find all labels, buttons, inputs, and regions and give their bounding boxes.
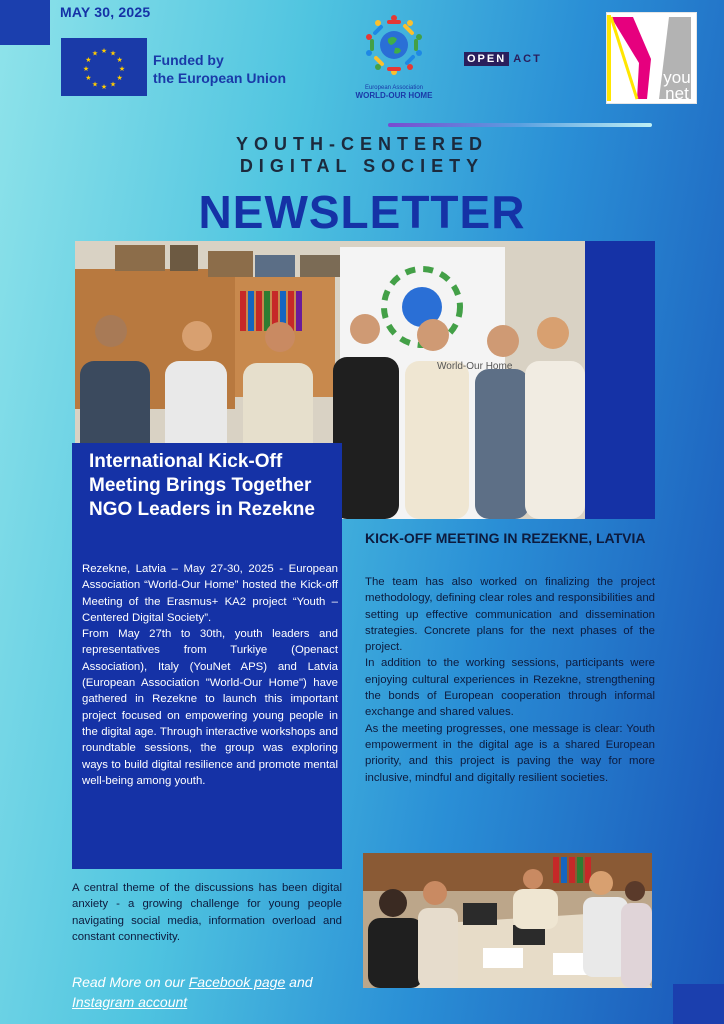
globe-people-icon xyxy=(359,12,429,78)
facebook-link[interactable]: Facebook page xyxy=(188,974,286,990)
svg-text:★: ★ xyxy=(109,49,117,58)
woh-logo-name: WORLD-OUR HOME xyxy=(355,91,433,100)
svg-text:★: ★ xyxy=(91,80,99,89)
digital-anxiety-paragraph: A central theme of the discussions has been digital anxiety - a growing challenge for young people navigating social media, information overload and constant connectivity. xyxy=(72,882,342,943)
svg-text:★: ★ xyxy=(116,56,123,64)
photo-banner-text: World-Our Home xyxy=(437,361,513,372)
svg-text:★: ★ xyxy=(85,74,92,82)
read-more-prefix: Read More on our xyxy=(72,974,189,990)
decorative-gradient-line xyxy=(388,123,652,127)
world-our-home-logo xyxy=(346,12,442,104)
svg-text:★: ★ xyxy=(85,56,92,64)
svg-text:★: ★ xyxy=(100,83,108,91)
svg-text:★: ★ xyxy=(100,47,108,55)
svg-text:★: ★ xyxy=(82,65,90,73)
openact-logo xyxy=(464,52,542,66)
article-headline: International Kick-Off Meeting Brings Together NGO Leaders in Rezekne xyxy=(89,451,315,520)
younet-logo-you: you xyxy=(663,68,691,87)
read-more-line xyxy=(72,972,352,1012)
woh-logo-caption: European Association xyxy=(364,85,424,91)
younet-logo-net: net xyxy=(665,84,689,103)
newsletter-subtitle xyxy=(0,133,724,177)
left-paragraph-2: From May 27th to 30th, youth leaders and representatives from Turkiye (Openact Association), Italy (YouNet APS) and Latvia (European Association "World-Our Home") have gathered in Rezekne to launch this important project focused on empowering young people in the digital age. Through interactive workshops and roundtable sessions, the group was exploring ways to build digital resilience and promote mental well-being among youth. xyxy=(82,628,338,787)
corner-block-top-left xyxy=(0,0,50,45)
issue-date: MAY 30, 2025 xyxy=(60,4,151,20)
workshop-photo xyxy=(363,853,652,988)
left-paragraph-1: Rezekne, Latvia – May 27-30, 2025 - European Association “World-Our Home” hosted the Kick-off Meeting of the Erasmus+ KA2 project “Youth – Centered Digital Society”. xyxy=(82,563,338,624)
right-paragraph-2: In addition to the working sessions, participants were enjoying cultural experiences in Rezekne, strengthening the bonds of European cooperation through informal exchange and shared values. xyxy=(365,657,655,719)
read-more-middle: and xyxy=(285,974,313,990)
eu-funding-label xyxy=(153,51,286,87)
newsletter-title: NEWSLETTER xyxy=(198,186,526,238)
svg-text:★: ★ xyxy=(118,65,126,73)
younet-logo xyxy=(606,12,697,104)
instagram-link[interactable]: Instagram account xyxy=(72,994,188,1010)
subtitle-line-2: DIGITAL SOCIETY xyxy=(239,156,485,176)
section-heading: KICK-OFF MEETING IN REZEKNE, LATVIA xyxy=(365,530,646,546)
eu-flag-logo xyxy=(61,38,147,96)
openact-logo-rest: ACT xyxy=(513,53,542,65)
right-paragraph-3: As the meeting progresses, one message is clear: Youth empowerment in the digital age is a shared European priority, and this project is paving the way for more inclusive, mindful and digitally resilient societies. xyxy=(365,722,655,784)
eu-funding-line2: the European Union xyxy=(153,70,286,86)
blue-accent-strip xyxy=(585,241,655,519)
svg-text:★: ★ xyxy=(116,74,123,82)
article-right-column xyxy=(365,574,655,786)
openact-logo-box: OPEN xyxy=(464,52,509,66)
corner-block-bottom-right xyxy=(673,984,724,1024)
article-left-column xyxy=(82,561,338,789)
right-paragraph-1: The team has also worked on finalizing the project methodology, defining clear roles and responsibilities and setting up effective communication and dissemination strategies. Concrete plans for the next phases of the project. xyxy=(365,576,655,654)
svg-text:★: ★ xyxy=(109,80,117,89)
subtitle-line-1: YOUTH-CENTERED xyxy=(235,134,488,154)
eu-funding-line1: Funded by xyxy=(153,52,224,68)
svg-text:★: ★ xyxy=(91,49,99,58)
